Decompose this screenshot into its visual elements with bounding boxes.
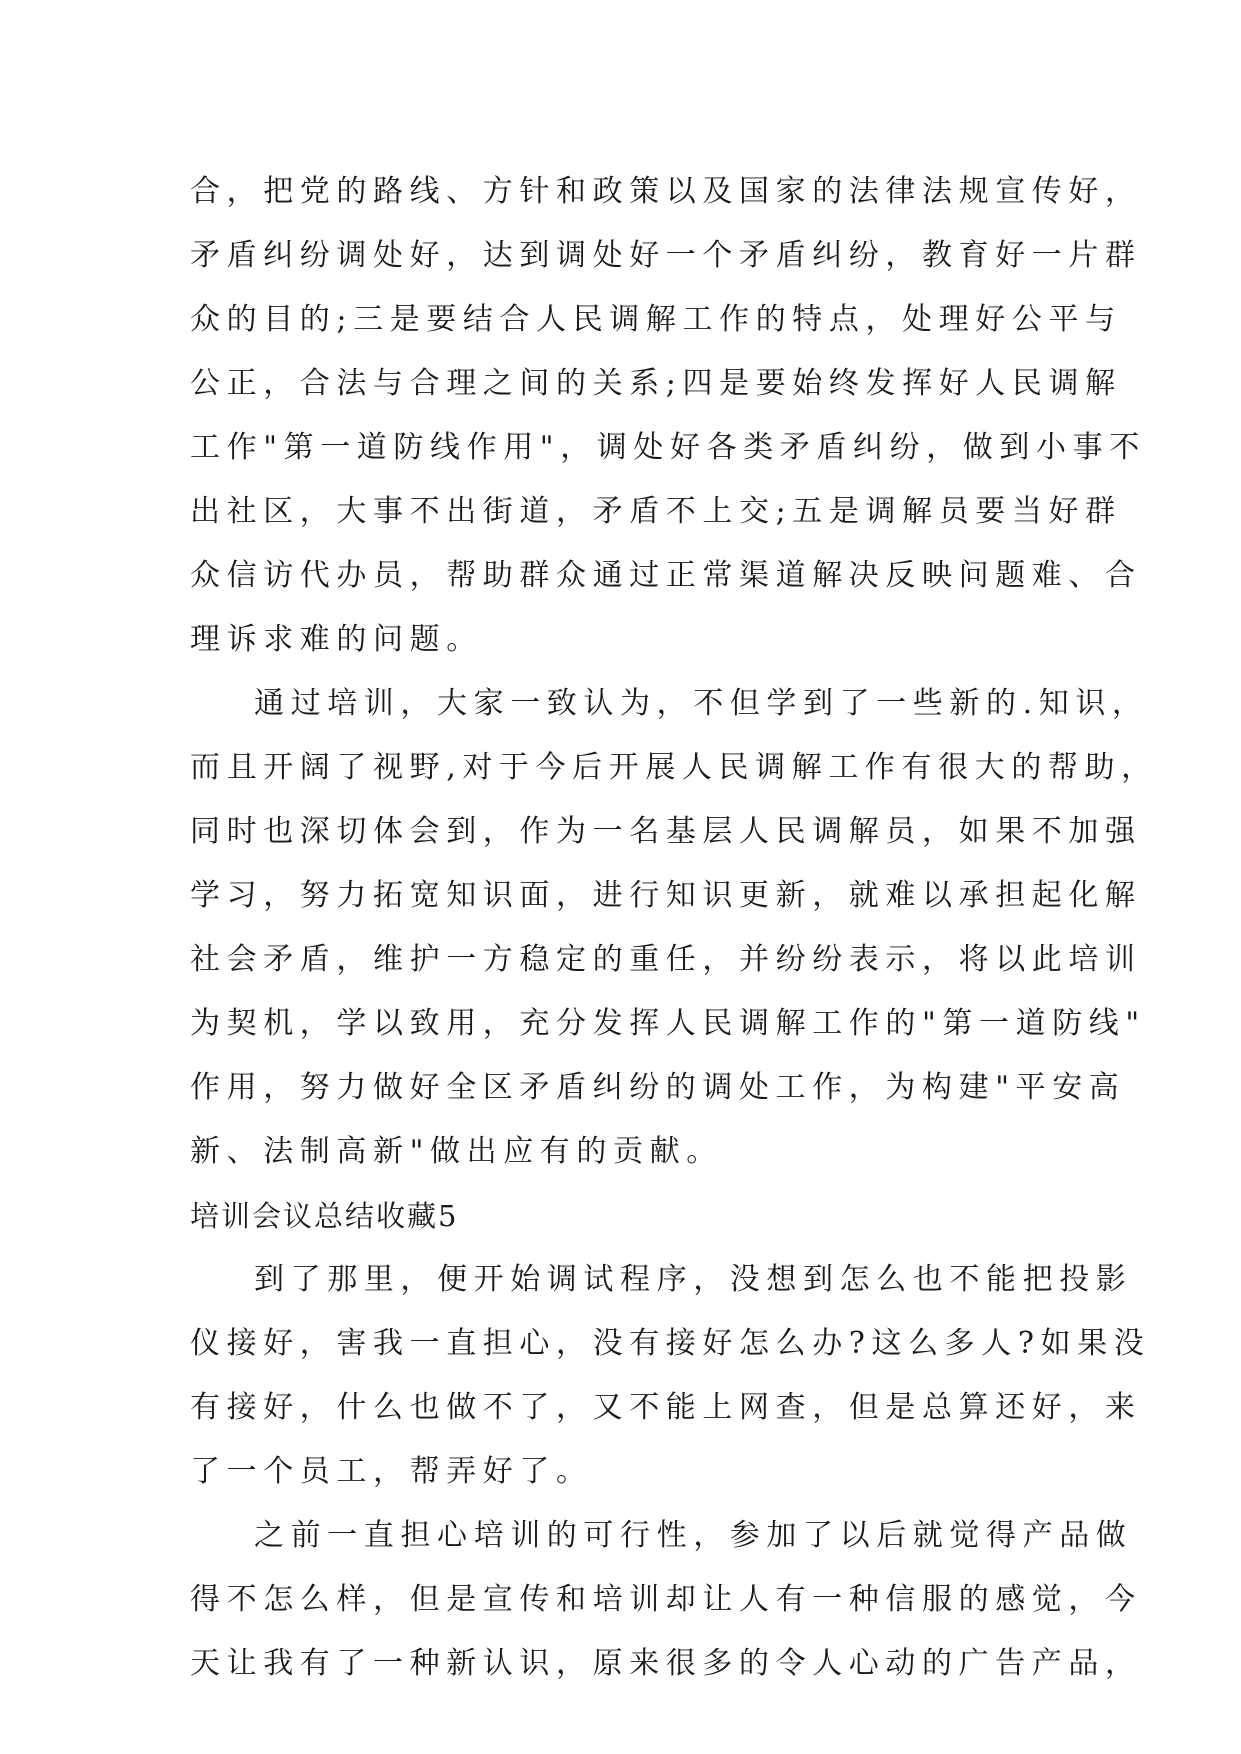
text-line: 为契机，学以致用，充分发挥人民调解工作的"第一道防线": [190, 1006, 1146, 1041]
document-body: [190, 160, 1158, 1696]
text-line: 之前一直担心培训的可行性，参加了以后就觉得产品做: [254, 1518, 1133, 1553]
text-line: 理诉求难的问题。: [190, 622, 483, 657]
paragraph-3: [190, 1248, 1151, 1504]
text-line: 仪接好，害我一直担心，没有接好怎么办?这么多人?如果没: [190, 1326, 1151, 1361]
text-line: 学习，努力拓宽知识面，进行知识更新，就难以承担起化解: [190, 878, 1142, 913]
text-line: 合，把党的路线、方针和政策以及国家的法律法规宣传好，: [190, 174, 1142, 209]
text-line: 公正，合法与合理之间的关系;四是要始终发挥好人民调解: [190, 366, 1122, 401]
paragraph-2: [190, 672, 1158, 1184]
text-line: 社会矛盾，维护一方稳定的重任，并纷纷表示，将以此培训: [190, 942, 1142, 977]
text-line: 到了那里，便开始调试程序，没想到怎么也不能把投影: [254, 1262, 1133, 1297]
text-line: 作用，努力做好全区矛盾纠纷的调处工作，为构建"平安高: [190, 1070, 1126, 1105]
text-line: 天让我有了一种新认识，原来很多的令人心动的广告产品，: [190, 1646, 1142, 1681]
text-line: 出社区，大事不出街道，矛盾不上交;五是调解员要当好群: [190, 494, 1122, 529]
text-line: 众信访代办员，帮助群众通过正常渠道解决反映问题难、合: [190, 558, 1142, 593]
text-line: 同时也深切体会到，作为一名基层人民调解员，如果不加强: [190, 814, 1142, 849]
text-line: 有接好，什么也做不了，又不能上网查，但是总算还好，来: [190, 1390, 1142, 1425]
section-heading: 培训会议总结收藏5: [190, 1199, 459, 1233]
text-line: 通过培训，大家一致认为，不但学到了一些新的.知识，: [254, 686, 1149, 721]
text-line: 而且开阔了视野,对于今后开展人民调解工作有很大的帮助，: [190, 750, 1158, 785]
text-line: 众的目的;三是要结合人民调解工作的特点，处理好公平与: [190, 302, 1122, 337]
text-line: 了一个员工，帮弄好了。: [190, 1454, 593, 1489]
paragraph-4: [190, 1504, 1142, 1696]
paragraph-1: [190, 160, 1146, 672]
text-line: 得不怎么样，但是宣传和培训却让人有一种信服的感觉，今: [190, 1582, 1142, 1617]
text-line: 工作"第一道防线作用"，调处好各类矛盾纠纷，做到小事不: [190, 430, 1146, 465]
text-line: 矛盾纠纷调处好，达到调处好一个矛盾纠纷，教育好一片群: [190, 238, 1142, 273]
text-line: 新、法制高新"做出应有的贡献。: [190, 1134, 723, 1169]
